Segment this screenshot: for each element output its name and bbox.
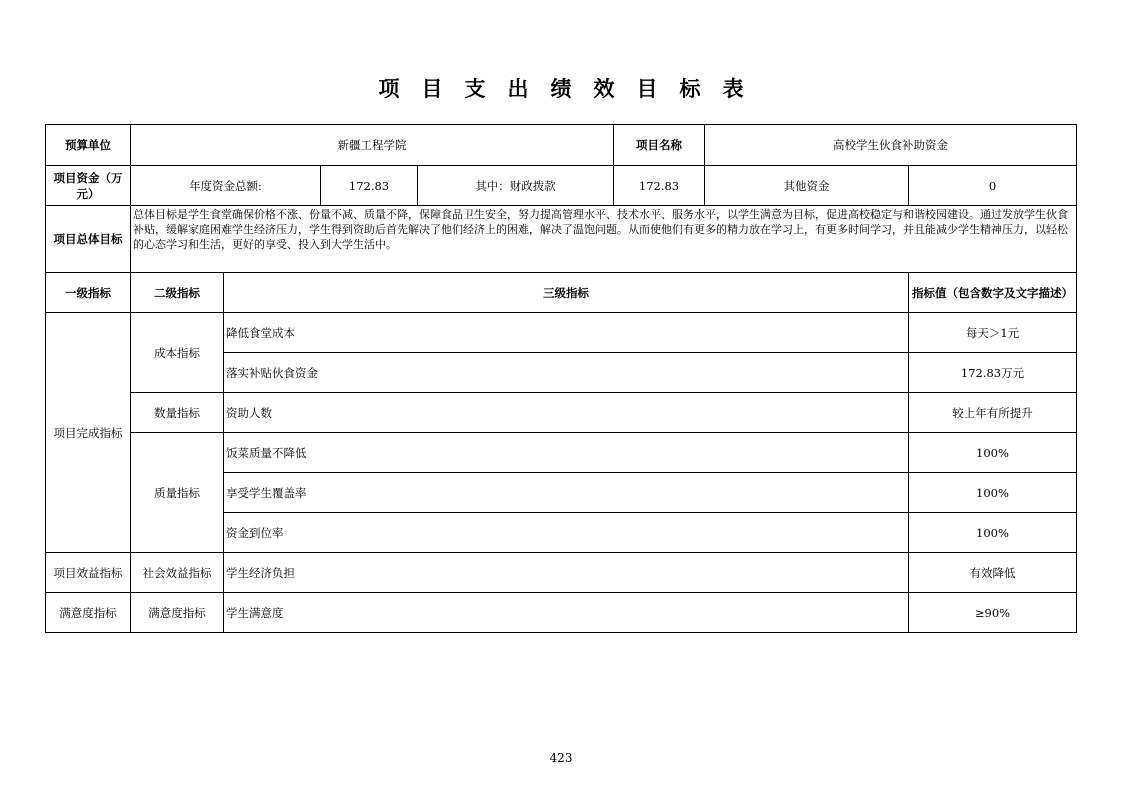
page-title: 项目支出绩效目标表	[378, 77, 766, 101]
indicator-value: 有效降低	[909, 553, 1077, 593]
fiscal-allocation-label: 其中：财政拨款	[418, 166, 614, 206]
indicator-value: 每天＞1元	[909, 313, 1077, 353]
completion-indicator-label: 项目完成指标	[46, 313, 131, 553]
social-benefit-indicator-label: 社会效益指标	[131, 553, 224, 593]
satisfaction-sub-indicator-label: 满意度指标	[131, 593, 224, 633]
indicator-name: 资金到位率	[224, 513, 909, 553]
table-row	[46, 313, 1077, 353]
budget-unit-label: 预算单位	[46, 125, 131, 166]
funds-row	[46, 166, 1077, 206]
annual-total-label: 年度资金总额:	[131, 166, 321, 206]
table-row	[46, 393, 1077, 433]
goal-row	[46, 206, 1077, 273]
indicator-name: 降低食堂成本	[224, 313, 909, 353]
indicator-name: 资助人数	[224, 393, 909, 433]
indicator-value: 100%	[909, 473, 1077, 513]
cost-indicator-label: 成本指标	[131, 313, 224, 393]
indicator-name: 落实补贴伙食资金	[224, 353, 909, 393]
project-funds-label: 项目资金（万元）	[46, 166, 131, 206]
satisfaction-indicator-label: 满意度指标	[46, 593, 131, 633]
indicator-value: 100%	[909, 433, 1077, 473]
overall-goal-text: 总体目标是学生食堂确保价格不涨、份量不减、质量不降，保障食品卫生安全，努力提高管理水平、技术水平、服务水平，以学生满意为目标，促进高校稳定与和谐校园建设。通过发放学生伙食补贴，缓解家庭困难学生经济压力，学生得到资助后首先解决了他们经济上的困难，解决了温饱问题。从而使他们有更多的精力放在学习上，有更多时间学习，并且能减少学生精神压力，以轻松的心态学习和生活，更好的享受、投入到大学生活中。	[131, 206, 1077, 273]
annual-total-value: 172.83	[321, 166, 418, 206]
indicator-name: 学生满意度	[224, 593, 909, 633]
indicator-value: 100%	[909, 513, 1077, 553]
header-row	[46, 125, 1077, 166]
indicator-name: 饭菜质量不降低	[224, 433, 909, 473]
table-row	[46, 433, 1077, 473]
quantity-indicator-label: 数量指标	[131, 393, 224, 433]
indicator-value: 172.83万元	[909, 353, 1077, 393]
other-funds-value: 0	[909, 166, 1077, 206]
indicator-name: 学生经济负担	[224, 553, 909, 593]
table-row	[46, 593, 1077, 633]
indicator-value: 较上年有所提升	[909, 393, 1077, 433]
page-number: 423	[549, 751, 573, 765]
project-name-value: 高校学生伙食补助资金	[705, 125, 1077, 166]
budget-unit-value: 新疆工程学院	[131, 125, 614, 166]
indicator-value: ≥90%	[909, 593, 1077, 633]
fiscal-allocation-value: 172.83	[614, 166, 705, 206]
value-header: 指标值（包含数字及文字描述）	[909, 273, 1077, 313]
level3-header: 三级指标	[224, 273, 909, 313]
level1-header: 一级指标	[46, 273, 131, 313]
quality-indicator-label: 质量指标	[131, 433, 224, 553]
benefit-indicator-label: 项目效益指标	[46, 553, 131, 593]
indicator-name: 享受学生覆盖率	[224, 473, 909, 513]
performance-goal-table	[45, 124, 1077, 633]
other-funds-label: 其他资金	[705, 166, 909, 206]
column-header-row	[46, 273, 1077, 313]
overall-goal-label: 项目总体目标	[46, 206, 131, 273]
table-row	[46, 553, 1077, 593]
level2-header: 二级指标	[131, 273, 224, 313]
project-name-label: 项目名称	[614, 125, 705, 166]
